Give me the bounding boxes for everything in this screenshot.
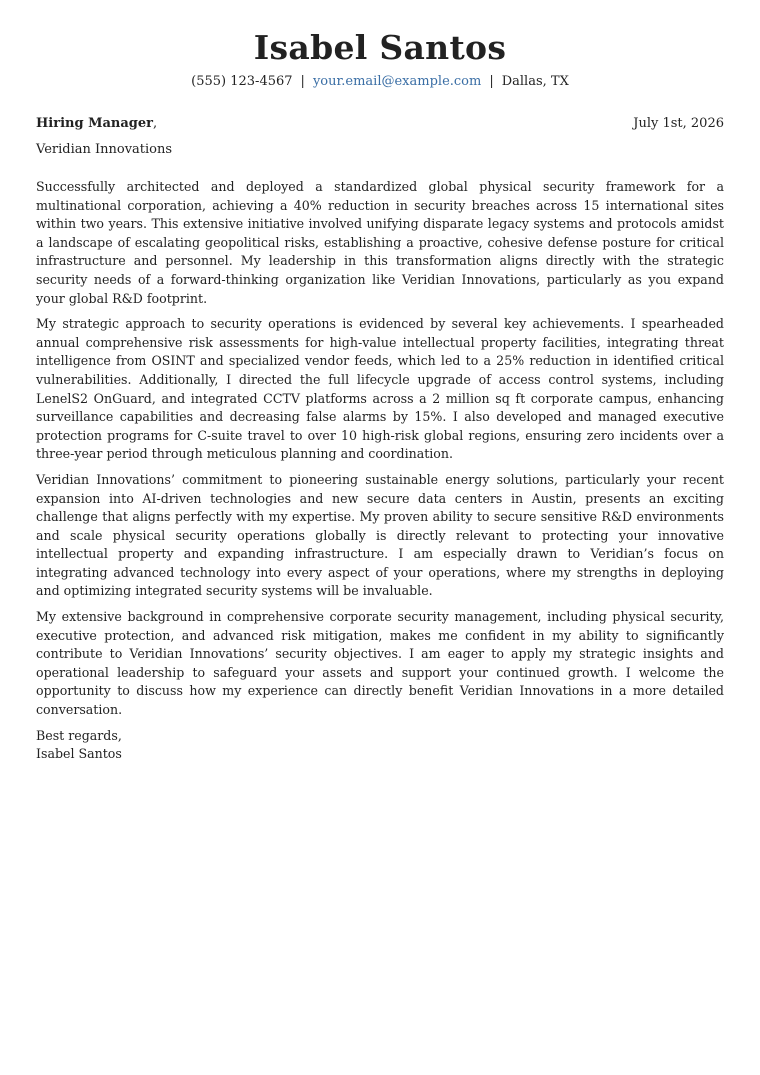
closing-salutation: Best regards, [36, 727, 122, 743]
location: Dallas, TX [501, 74, 569, 89]
recipient [36, 114, 157, 134]
recipient-company: Veridian Innovations [36, 142, 173, 157]
contact-line [36, 72, 724, 92]
applicant-name: Isabel Santos [253, 28, 507, 67]
letter-date: July 1st, 2026 [633, 116, 724, 131]
body-paragraph: My extensive background in comprehensive corporate security management, including physical security, executive protection, and advanced risk mitigation, makes me confident in my ability to significantly contribute to Veridian Innovations’ security objectives. I am eager to apply my strategic insights and operational leadership to safeguard your assets and support your continued growth. I welcome the opportunity to discuss how my experience can directly benefit Veridian Innovations in a more detailed conversation. [36, 609, 724, 718]
phone-number: (555) 123-4567 [191, 74, 293, 89]
recipient-row [36, 114, 724, 134]
letter-body [36, 178, 724, 720]
letter-closing [36, 727, 724, 764]
email-link[interactable]: your.email@example.com [312, 74, 482, 89]
body-paragraph: Veridian Innovations’ commitment to pioneering sustainable energy solutions, particularly your recent expansion into AI-driven technologies and new secure data centers in Austin, presents an exciting challenge that aligns perfectly with my expertise. My proven ability to secure sensitive R&D environments and scale physical security operations globally is directly relevant to protecting your innovative intellectual property and expanding infrastructure. I am especially drawn to Veridian’s focus on integrating advanced technology into every aspect of your operations, where my strengths in deploying and optimizing integrated security systems will be invaluable. [36, 471, 724, 599]
body-paragraph: My strategic approach to security operations is evidenced by several key achievements. I spearheaded annual comprehensive risk assessments for high-value intellectual property facilities, integrating threat intelligence from OSINT and specialized vendor feeds, which led to a 25% reduction in identified critical vulnerabilities. Additionally, I directed the full lifecycle upgrade of access control systems, including LenelS2 OnGuard, and integrated CCTV platforms across a 2 million sq ft corporate campus, enhancing surveillance capabilities and decreasing false alarms by 15%. I also developed and managed executive protection programs for C-suite travel to over 10 high-risk global regions, ensuring zero incidents over a three-year period through meticulous planning and coordination. [36, 316, 724, 462]
recipient-name: Hiring Manager [36, 116, 153, 131]
body-paragraph: Successfully architected and deployed a standardized global physical security framework for a multinational corporation, achieving a 40% reduction in security breaches across 15 international sites within two years. This extensive initiative involved unifying disparate legacy systems and protocols amidst a landscape of escalating geopolitical risks, establishing a proactive, cohesive defense posture for critical infrastructure and personnel. My leadership in this transformation aligns directly with the strategic security needs of a forward-thinking organization like Veridian Innovations, particularly as you expand your global R&D footprint. [36, 179, 724, 306]
closing-signature: Isabel Santos [36, 746, 122, 762]
recipient-suffix: , [152, 116, 158, 131]
contact-separator: | [489, 74, 494, 89]
contact-separator: | [300, 74, 305, 89]
